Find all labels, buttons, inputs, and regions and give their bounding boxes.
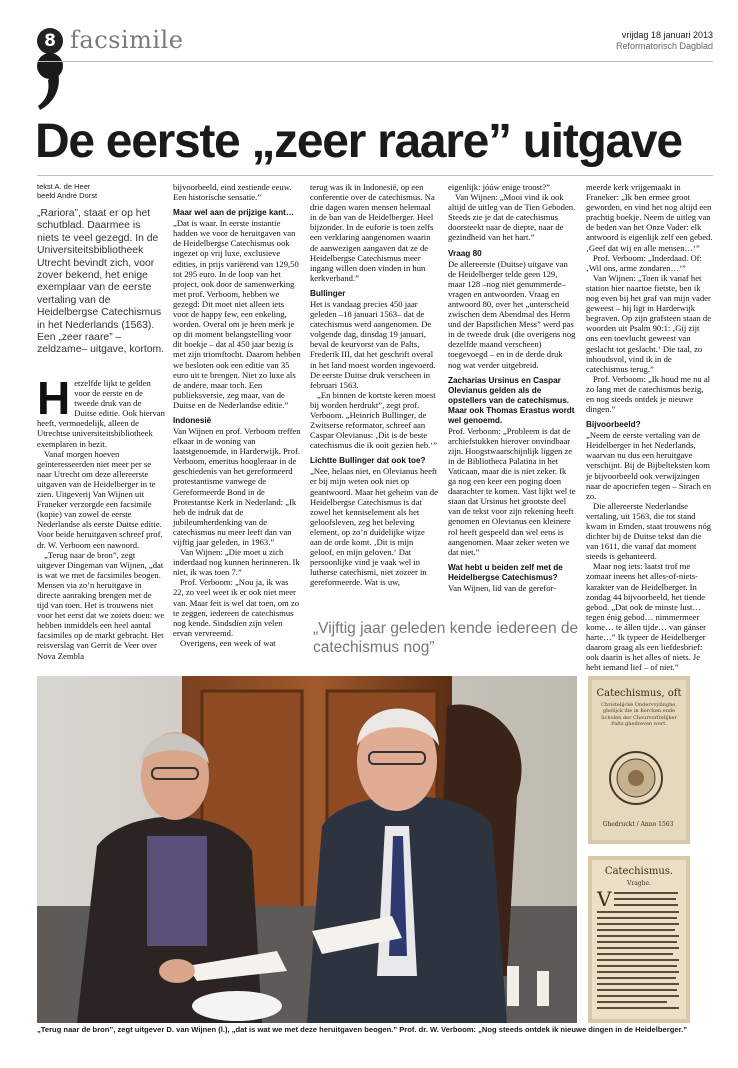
photo-caption: „Terug naar de bron”, zegt uitgever D. van Wijnen (l.), „dat is wat we met deze heruitgaven beogen.” Prof. dr. W. Verboom: „Nog steeds ontdek ik nieuwe dingen in de Heidelberger.” (37, 1025, 688, 1034)
paragraph: etzelfde lijkt te gelden voor de eerste en de tweede druk van de Duitse editie. Ook hiervan heeft, vermoedelijk, alleen de Utrechtse universiteitsbibliotheek exemplaren in bezit. (37, 378, 165, 449)
paragraph: „Neem de eerste vertaling van de Heidelberger in het Nederlands, waarvan nu dus een heruitgave verschijnt. Bij de Bijbelteksten kom je bijvoorbeeld ook verwijzingen naar de apocriefen tegen – Sirach en zo. (586, 430, 712, 501)
drop-cap: H (37, 372, 71, 424)
facsimile-firstpage (588, 856, 690, 1023)
subheading: Bijvoorbeeld? (586, 420, 641, 430)
subheading: Wat hebt u beiden zelf met de Heidelbergse Catechismus? (448, 562, 563, 582)
subheading: Bullinger (310, 288, 346, 298)
paragraph: terug was ik in Indonesië, op een conferentie over de catechismus. Na drie dagen waren mensen helemaal in de ban van de Heidelberger. Heel bijzonder. In de euforie is toen zelfs een verklaring aangenomen waarin de aanwezigen aangaven dat ze de Heidelbergse Catechismus meer ingang willen doen vinden in hun kerkverband.” (310, 182, 435, 283)
paragraph: Van Wijnen: „Die moet u zich inderdaad nog kunnen herinneren. Ik niet, ik was toen 7.” (173, 547, 300, 578)
article-column-2 (173, 182, 301, 648)
newspaper-name: Reformatorisch Dagblad (615, 41, 713, 51)
firstpage-initial: V (597, 887, 612, 911)
paragraph: Overigens, een week of wat (180, 637, 276, 648)
pull-quote: „Vijftig jaar geleden kende iedereen de catechismus nog” (313, 620, 579, 656)
paragraph: Die allereerste Nederlandse vertaling, uit 1563, die tot stand kwam in Emden, staat trouwens nóg dichter bij de Duitse tekst dan die van 1611, die vanaf dat moment steeds is gehanteerd. (586, 500, 712, 562)
section-title: facsimile (70, 26, 184, 54)
titlepage-imprint: Ghedruckt / Anno 1563 (602, 821, 674, 828)
firstpage-heading: Vraghe. (627, 880, 651, 887)
page-number: 8 (37, 28, 63, 54)
paragraph: Van Wijnen: „Toen ik vanaf het station hier naartoe fietste, ben ik nog even bij het graf van mijn vader geweest – hij ligt in Harderwijk begraven. Op zijn grafsteen staan de woorden uit Psalm 90:1: ‚Gij zijt ons een toevlucht geweest van geslacht tot geslacht.‘ Die taal, zo inhoudsvol, vind ik in de catechismus terug.” (586, 272, 712, 374)
paragraph: Prof. Verboom: „Inderdaad. Of: ‚Wil ons, arme zondaren…‘” (586, 252, 702, 273)
photo-two-men-icon (37, 676, 577, 1023)
issue-date: vrijdag 18 januari 2013 (621, 30, 713, 40)
facsimile-titlepage (588, 676, 690, 844)
paragraph: „Dat is waar. In eerste instantie hadden we voor de heruitgaven van de Heidelbergse Catechismus ook ingezet op vrij luxe, exclusieve edities, in prijs variërend van 129,50 tot 295 euro. In de loop van het project, ook door de samenwerking met prof. Verboom, hebben we gezegd: Dit moet niet alleen iets voor de happy few, een enkeling, worden. Overal om je heen merk je op dit moment belangstelling voor dit boekje – dat al 450 jaar bezig is met zijn triomftocht. Daarom hebben we besloten ook een editie van 35 euro uit te brengen. Niet zo luxe als de andere, maar toch. Een publieksversie, zeg maar, van de Duitse en de Nederlandse editie.” (173, 218, 301, 410)
paragraph: Van Wijnen: „Mooi vind ik ook altijd de uitleg van de Tien Geboden. Steeds zie je dat de catechismus doorsteekt naar de diepte, naar de gezindheid van het hart.” (448, 192, 576, 243)
intro-text: „Rariora”, staat er op het schutblad. Daarmee is niets te veel gezegd. In de Universiteitsbibliotheek Utrecht bevindt zich, voor zover bekend, het enige exemplaar van de eerste vertaling van de Heidelbergse Catechismus in het Nederlands (1563). Een „zeer raare” –zeldzame– uitgave, kortom. (37, 208, 165, 356)
paragraph: Prof. Verboom: „Ik houd me nu al zo lang met de catechismus bezig, en nog steeds ontdek je nieuwe dingen.” (586, 373, 711, 415)
paragraph: „En binnen de kortste keren moest bij worden herdrukt”, zegt prof. Verboom. „Heinrich Bullinger, de Zwitserse reformator, schreef aan Caspar Olevianus: ‚Dit is de beste catechismus die ik ooit gezien heb.‘” (310, 389, 437, 451)
subheading: Maar wel aan de prijzige kant… (173, 208, 295, 218)
credits (37, 182, 165, 200)
headline: De eerste „zeer raare” uitgave (35, 115, 682, 168)
paragraph: Prof. Verboom: „Probleem is dat de archiefstukken hierover onvindbaar zijn. Hoogstwaarschijnlijk liggen ze in de Bibliotheca Palatina in het Vaticaan, maar die is niet zeker. Ik ga nog een keer een poging doen daarachter te komen. Vast lijkt wel te staan dat Ursinus het grootste deel van de tekst voor zijn rekening heeft genomen en Olevianus een kleinere rol heeft gespeeld dan wel eens is aangenomen. Maar zeker weten we dat niet.” (448, 425, 576, 557)
article-column-4 (448, 182, 576, 593)
paragraph: Van Wijnen en prof. Verboom treffen elkaar in de woning van laatstgenoemde, in Harderwijk. Prof. Verboom, emeritus hoogleraar in de geschiedenis van het gereformeerd protestantisme vanwege de Gereformeerde Bond in de Protestantse Kerk in Nederland: „Ik heb de indruk dat de jubileumherdenking van de catechismus nu meer leeft dan van vijftig jaar geleden, in 1963.” (173, 425, 301, 547)
subheading: Vraag 80 (448, 248, 482, 258)
titlepage-subtitle: Christelijcke Ondervvyſinghe, ghelijck die in Kercken ende Scholen der Cheurvorſtelijker Paltz ghedreven wort. (601, 702, 677, 728)
comma-logo-icon (36, 50, 64, 112)
paragraph: „Terug naar de bron”, zegt uitgever Dingeman van Wijnen, „dat is wat we met de facsimiles beogen. Mensen via zo’n heruitgave in directe aanraking brengen met de tijd van toen. Het is trouwens niet voor het eerst dat we zoiets doen: we hebben inmiddels een heel aantal facsimiles op de markt gebracht. Het reisverslag van Gerrit de Veer over Nova Zembla (37, 549, 165, 661)
paragraph: meerde kerk vrijgemaakt in Franeker: „Ik ben ermee groot geworden, en vind het nog altijd een prachtig boekje. Neem de uitleg van de beden van het Onze Vader: elk antwoord is eigenlijk zelf een gebed. ‚Geef dat wij en alle mensen…‘” (586, 182, 713, 253)
paragraph: Vanaf morgen hoeven geïnteresseerden niet meer per se naar Utrecht om deze allereerste uitgaven van de Heidelberger in te zien. Uitgeverij Van Wijnen uit Franeker verzorgde een facsimile (kopie) van zowel de eerste Nederlandse als eerste Duitse editie. Voor beide heruitgaven schreef prof. dr. W. Verboom een nawoord. (37, 448, 163, 550)
firstpage-title: Catechismus. (604, 866, 674, 877)
subheading: Zacharias Ursinus en Caspar Olevianus gelden als de opstellers van de catechismus. Maar ook Thomas Erastus wordt wel genoemd. (448, 375, 575, 425)
titlepage-title: Catechismus, oft (596, 688, 682, 699)
paragraph: Maar nog iets: laatst trof me zomaar ineens het alles-of-niets-karakter van de Heidelberger. In zondag 44 bijvoorbeeld, het tiende gebod. „Dat ook de minste lust… tegen énig gebod… nimmermeer kome… te állen tijde… van gánser harte…” Ik typeer de Heidelberger daarom graag als een liefdesbrief: ook daarin is het alles of niets. Je hebt iemand lief – of niet.” (586, 561, 707, 673)
header-rule (37, 61, 713, 62)
headline-rule (37, 175, 713, 176)
paragraph: Van Wijnen, lid van de gerefor- (448, 582, 557, 593)
article-column-3 (310, 182, 438, 587)
paragraph: De allereerste (Duitse) uitgave van de Heidelberger telde geen 129, maar 128 –nog niet genummerde– vragen en antwoorden. Vraag en antwoord 80, over het „unterscheid zwischen dem Abendmal des Herrn und der Bapstlichen Mess” werd pas in de tweede druk (die overigens nog dezelfde maand verscheen) toegevoegd – en in de derde druk nog wat verder uitgebreid. (448, 258, 576, 370)
subheading: Indonesië (173, 415, 212, 425)
author-credit: tekst A. de Heer (37, 182, 91, 191)
paragraph: eigenlijk: jóúw enige troost?” (448, 182, 550, 192)
subheading: Lichtte Bullinger dat ook toe? (310, 456, 426, 466)
paragraph: „Nee, helaas niet, en Olevianus heeft er bij mijn weten ook niet op geantwoord. Maar het geheim van de Heidelbergse Catechismus is dat zowel het kenniselement als het geloofsleven, zeg het beleving element, op zo’n duidelijke wijze aan de orde komt. ‚Dit is mijn geloof, en mijn geloven.‘ Dat persoonlijke vind je vaak wel in lutherse catechismi, niet zozeer in gereformeerde. Wat is uw, (310, 466, 438, 588)
article-column-1 (37, 372, 165, 661)
page-header (37, 28, 713, 58)
photo-credit: beeld André Dorst (37, 191, 98, 200)
main-photo (37, 676, 577, 1023)
article-column-5 (586, 182, 713, 672)
paragraph: Het is vandaag precies 450 jaar geleden –18 januari 1563– dat de catechismus werd aangenomen. De volgende dag, dinsdag 19 januari, beval de keurvorst van de Palts, Frederik III, dat het geschrift overal in het land moest worden ingevoerd. De eerste Duitse druk verscheen in februari 1563. (310, 298, 436, 390)
paragraph: bijvoorbeeld, eind zestiende eeuw. Een historische sensatie.” (173, 182, 292, 203)
paragraph: Prof. Verboom: „Nou ja, ik was 22, zo veel weet ik er ook niet meer van. Maar feit is wel dat toen, om zo te zeggen, iedereen de catechismus nog kende. Sindsdien zijn velen ervan vervreemd. (173, 577, 300, 638)
dateline (616, 30, 713, 52)
